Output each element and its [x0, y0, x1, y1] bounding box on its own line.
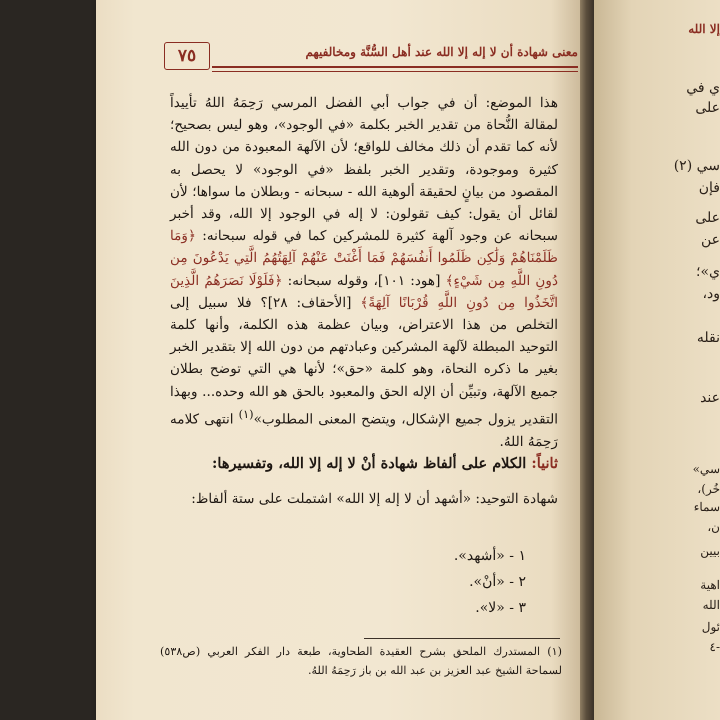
facing-page-line: الله — [702, 598, 720, 612]
footnote-rule — [364, 638, 560, 639]
facing-page-line: ن، — [707, 520, 720, 534]
facing-page — [594, 0, 720, 720]
facing-page-line: اهية — [700, 578, 720, 592]
paragraph-continuation: [الأحقاف: ٢٨]؟ فلا سبيل إلى التخلص من هذا الاعتراض، وبيان عظمة هذه الكلمة، وأنها كلمة التوحيد المبطلة لآلهة المشركين وعبادتهم من دون الله إلا بتقدير الخبر بغير ما ذكره النحاة، وهو كلمة «حق»؛ لأنها هي التي توضح بطلان جميع الآلهة، وتبيِّن أن الإله الحق والمعبود بالحق هو الله وحده... وبهذا التقدير يزول جميع الإشكال، ويتضح المعنى المطلوب» — [170, 294, 558, 428]
verse-reference-1: [هود: ١٠١]، وقوله سبحانه: — [287, 272, 441, 289]
section-title: الكلام على ألفاظ شهادة أنْ لا إله إلا الله، وتفسيرها: — [212, 455, 527, 472]
quran-verse-1: ﴿وَمَا ظَلَمْنَاهُمْ وَلَٰكِن ظَلَمُوا أَنفُسَهُمْ فَمَا أَغْنَتْ عَنْهُمْ آلِهَتُهُمُ الَّتِي يَدْعُونَ مِن دُونِ اللَّهِ مِن شَيْءٍ﴾ — [170, 228, 559, 289]
paragraph-ending: انتهى كلامه رَحِمَهُ اللهُ. — [170, 411, 558, 450]
list-item: ٢ - «أنْ». — [469, 574, 526, 590]
facing-page-line: سي (٢) — [673, 158, 720, 174]
header-rule-thin — [212, 71, 578, 72]
facing-page-line: عند — [700, 390, 720, 406]
header-rule — [212, 66, 578, 68]
footnote: (١) المستدرك الملحق بشرح العقيدة الطحاوية، طبعة دار الفكر العربي (ص٥٣٨) لسماحة الشيخ عبد العزيز بن عبد الله بن باز رَحِمَهُ اللهُ. — [160, 645, 562, 677]
facing-page-line: بيين — [700, 544, 720, 558]
facing-page-line: سماء — [693, 500, 720, 514]
facing-page-line: فإن — [698, 180, 720, 196]
facing-page-line: ئول — [701, 620, 720, 634]
facing-page-line: على — [695, 210, 720, 226]
facing-page-line: ي في — [686, 80, 720, 96]
facing-page-line: إلا الله — [688, 22, 720, 36]
section-heading — [170, 455, 558, 472]
intro-text: شهادة التوحيد: «أشهد أن لا إله إلا الله» اشتملت على ستة ألفاظ: — [191, 491, 558, 507]
list-item: ٣ - «لا». — [475, 600, 526, 616]
footnote-marker[interactable]: (١) — [238, 406, 254, 421]
facing-page-line: ود، — [702, 286, 720, 302]
running-head: معنى شهادة أن لا إله إلا الله عند أهل السُّنَّة ومخالفيهم — [305, 45, 578, 59]
page-header — [158, 42, 578, 78]
main-paragraph — [170, 92, 558, 453]
facing-page-line: عن — [700, 232, 720, 248]
book-page — [96, 0, 580, 720]
facing-page-line: خُر)، — [697, 482, 720, 496]
list-item: ١ - «أشهد». — [453, 548, 526, 564]
facing-page-line: -٤ — [709, 640, 720, 654]
facing-page-line: ي»؛ — [696, 264, 720, 280]
page-number: ٧٥ — [164, 42, 210, 70]
facing-page-line: نقله — [696, 330, 720, 346]
facing-page-line: على — [695, 100, 720, 116]
section-number: ثانياً: — [531, 455, 558, 472]
facing-page-line: سي» — [692, 462, 720, 476]
quran-verse-2: ﴿فَلَوْلَا نَصَرَهُمُ الَّذِينَ اتَّخَذُوا مِن دُونِ اللَّهِ قُرْبَانًا آلِهَةً﴾ — [170, 272, 558, 311]
paragraph-text: هذا الموضع: أن في جواب أبي الفضل المرسي رَحِمَهُ اللهُ تأييداً لمقالة النُّحاة من تقدير الخبر بكلمة «في الوجود»، وهو ليس بصحيح؛ لأنه كما تقدم أن ذلك مخالف للواقع؛ لأن الآلهة المعبودة من دون الله كثيرة وموجودة، وتقدير الخبر بلفظ «في الوجود» لا يحصل به المقصود من بيانٍ لحقيقة ألوهية الله - سبحانه - وبطلان ما سواها؛ لأن لقائل أن يقول: كيف تقولون: لا إله في الوجود إلا الله، وقد أخبر سبحانه عن وجود آلهة كثيرة للمشركين كما في قوله سبحانه: — [170, 95, 558, 245]
book-gutter — [580, 0, 594, 720]
